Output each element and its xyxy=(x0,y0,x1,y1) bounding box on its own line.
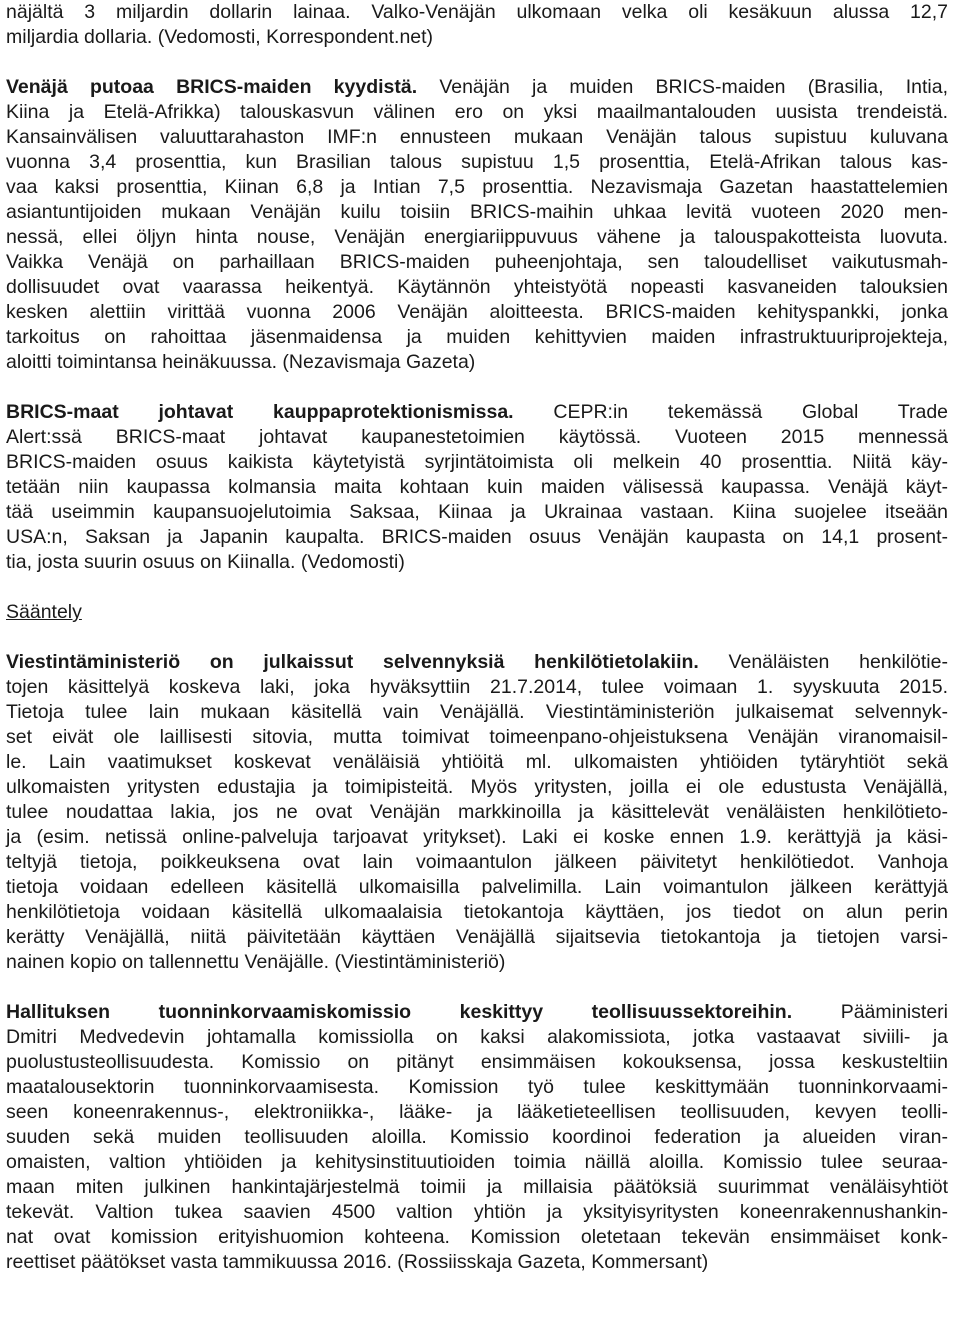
text-line: USA:n, Saksan ja Japanin kaupalta. BRICS-maiden osuus Venäjän kaupasta on 14,1 prosent- xyxy=(6,526,948,548)
article-personal-data xyxy=(6,650,948,975)
text-line: reettiset päätökset vasta tammikuussa 2016. (Rossiisskaja Gazeta, Kommersant) xyxy=(6,1251,709,1273)
text-line: suuden sekä muiden teollisuuden aloilla. Komissio koordinoi federation ja alueiden viran- xyxy=(6,1126,948,1148)
text-line: puolustusteollisuudesta. Komissio on pitänyt ensimmäisen kokouksensa, jossa keskusteltiin xyxy=(6,1051,948,1073)
text-line: Kansainvälisen valuuttarahaston IMF:n ennusteen mukaan Venäjän talous supistuu kuluvana xyxy=(6,126,948,148)
text-line: tetään niin kaupassa kolmansia maita kohtaan kuin maiden välisessä kaupassa. Venäjä käyt- xyxy=(6,476,948,498)
text-line: kesken alettiin virittää vuonna 2006 Venäjän aloitteesta. BRICS-maiden kehityspankki, jonka xyxy=(6,301,948,323)
article-heading: Hallituksen tuonninkorvaamiskomissio keskittyy teollisuussektoreihin. xyxy=(6,1001,793,1023)
text-line: le. Lain vaatimukset koskevat venäläisiä yhtiöitä ml. ulkomaisten yhtiöiden tytäryhtiöt sekä xyxy=(6,751,948,773)
text-line: miljardia dollaria. (Vedomosti, Korrespondent.net) xyxy=(6,26,434,48)
text-line: Alert:ssä BRICS-maat johtavat kaupanestetoimien käytössä. Vuoteen 2015 mennessä xyxy=(6,426,948,448)
text-line: Vaikka Venäjä on parhaillaan BRICS-maiden puheenjohtaja, sen taloudelliset vaikutusmah- xyxy=(6,251,948,273)
text-line: omaisten, valtion yhtiöiden ja kehitysinstituutioiden toimia näillä aloilla. Komissio tulee seuraa- xyxy=(6,1151,948,1173)
article-heading: Viestintäministeriö on julkaissut selvennyksiä henkilötietolakiin. xyxy=(6,651,699,673)
text-line: ulkomaisten yritysten edustajia ja toimipisteitä. Myös yritysten, joilla ei ole edustusta Venäjällä, xyxy=(6,776,948,798)
article-brics-protectionism xyxy=(6,400,948,575)
text-line: tarkoitus on rahoittaa jäsenmaidensa ja muiden kehittyvien maiden infrastruktuuriprojekteja, xyxy=(6,326,948,348)
text-line: kerätty Venäjällä, niitä päivitetään käyttäen Venäjällä sijaitsevia tietokantoja ja tietojen varsi- xyxy=(6,926,948,948)
article-heading: BRICS-maat johtavat kauppaprotektionismissa. xyxy=(6,401,514,423)
text-line: ja (esim. netissä online-palveluja tarjoavat yritykset). Laki ei koske ennen 1.9. kerättyjä ja käsi- xyxy=(6,826,948,848)
text-line: tietoja voidaan edelleen käsitellä ulkomaisilla palvelimilla. Lain voimantulon jälkeen kerättyjä xyxy=(6,876,948,898)
text-line: Venäjän ja muiden BRICS-maiden (Brasilia, Intia, xyxy=(417,76,948,98)
text-line: seen koneenrakennus-, elektroniikka-, lääke- ja lääketieteellisen teollisuuden, kevyen teolli- xyxy=(6,1101,948,1123)
text-line: tia, josta suurin osuus on Kiinalla. (Vedomosti) xyxy=(6,551,405,573)
text-line: maatalousektorin tuonninkorvaamisesta. Komission työ tulee keskittymään tuonninkorvaami- xyxy=(6,1076,948,1098)
text-line: henkilötietoja voidaan käsitellä ulkomaalaisia tietokantoja käyttäen, jos tiedot on alun perin xyxy=(6,901,948,923)
text-line: teltyjä tietoja, poikkeuksena ovat lain voimaantulon jälkeen päivitetyt henkilötiedot. Vanhoja xyxy=(6,851,948,873)
text-line: tulee noudattaa lakia, jos ne ovat Venäjän markkinoilla ja käsittelevät venäläisten henkilötieto- xyxy=(6,801,948,823)
text-line: set eivät ole laillisesti sitovia, mutta toimivat toimeenpano-ohjeistuksena Venäjän viranomaisil- xyxy=(6,726,948,748)
text-line: nessä, ellei öljyn hinta nouse, Venäjän energiariippuvuus vähene ja talouspakotteista luovuta. xyxy=(6,226,948,248)
text-line: tekevät. Valtion tukea saavien 4500 valtion yhtiön ja yksityisyritysten koneenrakennushankin- xyxy=(6,1201,948,1223)
intro-paragraph xyxy=(6,0,948,50)
text-line: Tietoja tulee lain mukaan käsitellä vain Venäjällä. Viestintäministeriön julkaisemat selvennyk- xyxy=(6,701,948,723)
text-line: tää useimmin kaupansuojelutoimia Saksaa, Kiinaa ja Ukrainaa vastaan. Kiina suojelee itseään xyxy=(6,501,948,523)
text-line: vaa kaksi prosenttia, Kiinan 6,8 ja Intian 7,5 prosenttia. Nezavismaja Gazetan haastattelemien xyxy=(6,176,948,198)
text-line: aloitti toimintansa heinäkuussa. (Nezavismaja Gazeta) xyxy=(6,351,476,373)
article-import-substitution xyxy=(6,1000,948,1275)
text-line: asiantuntijoiden mukaan Venäjän kuilu toisiin BRICS-maihin uhkaa levitä vuoteen 2020 men- xyxy=(6,201,948,223)
text-line: nat ovat komission erityishuomion kohteena. Komission oletetaan tekevän ensimmäiset konk- xyxy=(6,1226,948,1248)
text-line: Venäläisten henkilötie- xyxy=(698,651,948,673)
text-line: maan miten julkinen hankintajärjestelmä toimii ja millaisia päätöksiä suurimmat venäläisyhtiöt xyxy=(6,1176,948,1198)
article-brics-growth xyxy=(6,75,948,375)
section-heading-regulation xyxy=(6,600,948,625)
text-line: BRICS-maiden osuus kaikista käytetyistä syrjintätoimista oli melkein 40 prosenttia. Niitä käy- xyxy=(6,451,948,473)
text-line: Kiina ja Etelä-Afrikka) talouskasvun välinen ero on yksi maailmantalouden uusista trendeistä. xyxy=(6,101,948,123)
text-line: CEPR:in tekemässä Global Trade xyxy=(513,401,949,423)
article-heading: Venäjä putoaa BRICS-maiden kyydistä. xyxy=(6,76,418,98)
text-line: dollisuudet ovat vaarassa heikentyä. Käytännön yhteistyötä nopeasti kasvaneiden talouksien xyxy=(6,276,948,298)
text-line: vuonna 3,4 prosenttia, kun Brasilian talous supistuu 1,5 prosenttia, Etelä-Afrikan talous kas- xyxy=(6,151,948,173)
text-line: näjältä 3 miljardin dollarin lainaa. Valko-Venäjän ulkomaan velka oli kesäkuun alussa 12,7 xyxy=(6,1,948,23)
text-line: tojen käsittelyä koskeva laki, joka hyväksyttiin 21.7.2014, tulee voimaan 1. syyskuuta 2015. xyxy=(6,676,948,698)
text-line: Pääministeri xyxy=(792,1001,948,1023)
text-line: Dmitri Medvedevin johtamalla komissiolla on kaksi alakomissiota, jotka vastaavat siviili- ja xyxy=(6,1026,948,1048)
section-title: Sääntely xyxy=(6,601,82,623)
text-line: nainen kopio on tallennettu Venäjälle. (Viestintäministeriö) xyxy=(6,951,506,973)
